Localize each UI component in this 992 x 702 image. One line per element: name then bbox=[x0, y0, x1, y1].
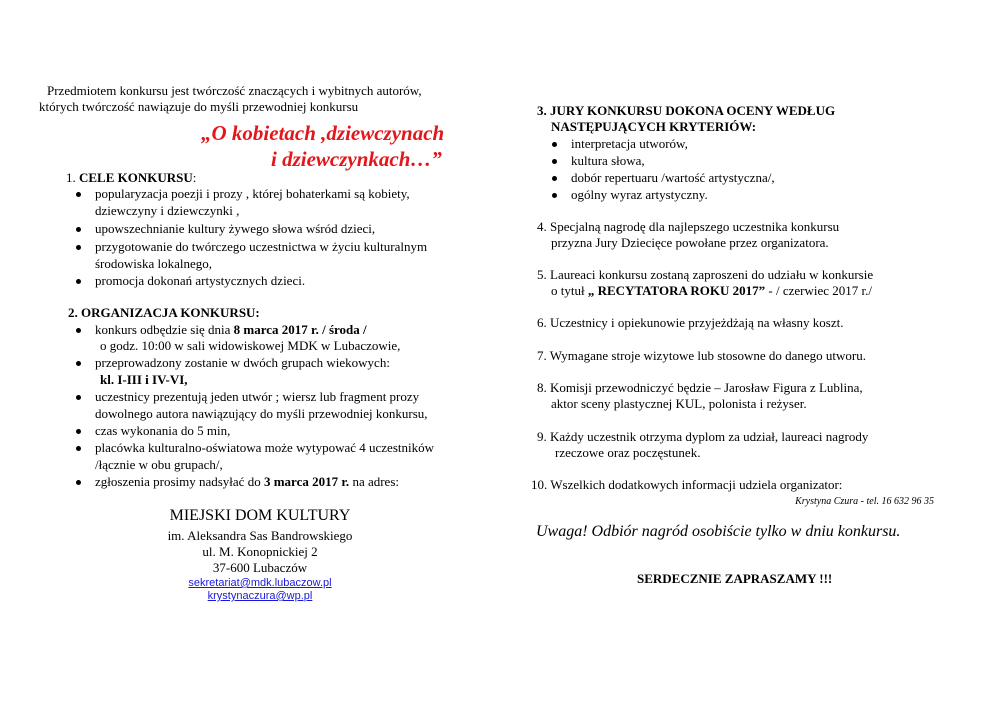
point-9-line-2: rzeczowe oraz poczęstunek. bbox=[555, 445, 701, 460]
point-5-prefix: o tytuł bbox=[551, 283, 588, 298]
jury-item-3: dobór repertuaru /wartość artystyczna/, bbox=[571, 170, 775, 185]
jury-item-1: interpretacja utworów, bbox=[571, 136, 688, 151]
cele-number: 1. bbox=[66, 170, 79, 185]
point-5-line-1: 5. Laureaci konkursu zostaną zaproszeni do udziału w konkursie bbox=[537, 267, 874, 282]
org-item-6-tail: na adres: bbox=[349, 474, 399, 489]
org-item-5-line-1: placówka kulturalno-oświatowa może wytypować 4 uczestników bbox=[95, 440, 434, 455]
point-10: 10. Wszelkich dodatkowych informacji udziela organizator: bbox=[531, 477, 843, 492]
org-item-3-line-2: dowolnego autora nawiązujący do myśli przewodniej konkursu, bbox=[95, 406, 428, 421]
cele-item-4: promocja dokonań artystycznych dzieci. bbox=[95, 273, 306, 288]
title-line-2: i dziewczynkach…” bbox=[271, 147, 442, 171]
org-item-4: czas wykonania do 5 min, bbox=[95, 423, 231, 438]
intro-line-1: Przedmiotem konkursu jest twórczość znaczących i wybitnych autorów, bbox=[47, 83, 422, 98]
point-5-line-2 bbox=[551, 283, 872, 299]
address-name: MIEJSKI DOM KULTURY bbox=[169, 507, 351, 524]
point-7: 7. Wymagane stroje wizytowe lub stosowne do danego utworu. bbox=[537, 348, 866, 363]
org-item-6 bbox=[95, 474, 399, 490]
point-6: 6. Uczestnicy i opiekunowie przyjeżdżają na własny koszt. bbox=[537, 315, 844, 330]
org-heading: 2. ORGANIZACJA KONKURSU: bbox=[68, 305, 260, 320]
point-4-line-2: przyzna Jury Dziecięce powołane przez organizatora. bbox=[551, 235, 829, 250]
org-item-1-text: konkurs odbędzie się dnia bbox=[95, 322, 234, 337]
address-patron: im. Aleksandra Sas Bandrowskiego bbox=[167, 528, 353, 543]
jury-heading-line-1: 3. JURY KONKURSU DOKONA OCENY WEDŁUG bbox=[537, 103, 836, 118]
point-5-title: „ RECYTATORA ROKU 2017” bbox=[587, 283, 766, 298]
cele-item-2: upowszechnianie kultury żywego słowa wśród dzieci, bbox=[95, 221, 376, 236]
org-item-1-line-2: o godz. 10:00 w sali widowiskowej MDK w Lubaczowie, bbox=[100, 338, 401, 353]
cele-item-1-line-1: popularyzacja poezji i prozy , której bohaterkami są kobiety, bbox=[95, 186, 410, 201]
address-city: 37-600 Lubaczów bbox=[212, 560, 308, 575]
address-block bbox=[100, 506, 420, 603]
title-line-1: „O kobietach ,dziewczynach bbox=[201, 121, 445, 145]
uwaga-note: Uwaga! Odbiór nagród osobiście tylko w dniu konkursu. bbox=[536, 523, 901, 540]
org-item-6-text: zgłoszenia prosimy nadsyłać do bbox=[95, 474, 264, 489]
point-8-line-2: aktor sceny plastycznej KUL, polonista i reżyser. bbox=[551, 396, 807, 411]
intro-line-2: których twórczość nawiązuje do myśli przewodniej konkursu bbox=[39, 99, 359, 114]
cele-colon: : bbox=[192, 170, 197, 185]
jury-item-2: kultura słowa, bbox=[571, 153, 645, 168]
point-4-line-1: 4. Specjalną nagrodę dla najlepszego uczestnika konkursu bbox=[537, 219, 840, 234]
cele-item-3-line-2: środowiska lokalnego, bbox=[95, 256, 212, 271]
email-link-krystyna[interactable]: krystynaczura@wp.pl bbox=[207, 590, 313, 602]
point-9-line-1: 9. Każdy uczestnik otrzyma dyplom za udział, laureaci nagrody bbox=[537, 429, 869, 444]
org-item-1 bbox=[95, 322, 367, 338]
org-item-3-line-1: uczestnicy prezentują jeden utwór ; wiersz lub fragment prozy bbox=[95, 389, 420, 404]
address-street: ul. M. Konopnickiej 2 bbox=[202, 544, 318, 559]
email-link-sekretariat[interactable]: sekretariat@mdk.lubaczow.pl bbox=[188, 577, 332, 589]
point-5-suffix: - / czerwiec 2017 r./ bbox=[765, 283, 873, 298]
org-item-6-date: 3 marca 2017 r. bbox=[263, 474, 350, 489]
cele-heading bbox=[66, 170, 196, 186]
point-8-line-1: 8. Komisji przewodniczyć będzie – Jarosław Figura z Lublina, bbox=[537, 380, 863, 395]
cele-item-3-line-1: przygotowanie do twórczego uczestnictwa w życiu kulturalnym bbox=[95, 239, 428, 254]
jury-item-4: ogólny wyraz artystyczny. bbox=[571, 187, 708, 202]
closing-invitation: SERDECZNIE ZAPRASZAMY !!! bbox=[637, 571, 833, 586]
org-item-5-line-2: /łącznie w obu grupach/, bbox=[95, 457, 223, 472]
org-item-2-groups: kl. I-III i IV-VI, bbox=[100, 372, 188, 387]
jury-heading-line-2: NASTĘPUJĄCYCH KRYTERIÓW: bbox=[551, 119, 757, 134]
org-item-2: przeprowadzony zostanie w dwóch grupach wiekowych: bbox=[95, 355, 390, 370]
org-item-1-date: 8 marca 2017 r. / środa / bbox=[233, 322, 367, 337]
cele-heading-text: CELE KONKURSU bbox=[79, 170, 193, 185]
organizer-signature: Krystyna Czura - tel. 16 632 96 35 bbox=[795, 496, 934, 507]
cele-item-1-line-2: dziewczyny i dziewczynki , bbox=[95, 203, 240, 218]
